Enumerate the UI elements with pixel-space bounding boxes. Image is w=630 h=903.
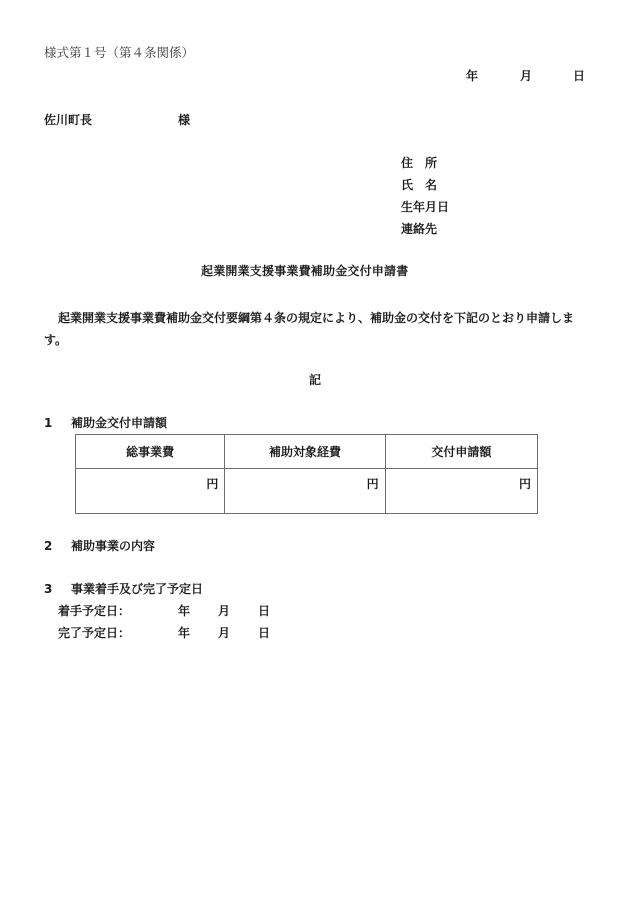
field-address: 住 所	[401, 156, 438, 170]
start-date-label: 着手予定日：	[58, 604, 131, 618]
yen-unit: 円	[518, 477, 531, 491]
date-year-label: 年	[466, 69, 479, 83]
ki-marker: 記	[309, 373, 322, 387]
header-requested-amount: 交付申請額	[385, 435, 537, 469]
cell-requested-amount[interactable]	[385, 469, 537, 514]
amount-table	[75, 434, 538, 514]
completion-month-label: 月	[218, 626, 231, 640]
document-title: 起業開業支援事業費補助金交付申請書	[201, 264, 409, 278]
header-total-cost: 総事業費	[76, 435, 225, 469]
yen-unit: 円	[206, 477, 219, 491]
table-header-row	[76, 435, 538, 469]
body-paragraph	[44, 307, 594, 351]
completion-date-label: 完了予定日：	[58, 626, 131, 640]
section-2-heading	[44, 540, 155, 552]
completion-year-label: 年	[178, 626, 191, 640]
start-year-label: 年	[178, 604, 191, 618]
section-1-heading	[44, 417, 167, 429]
section-3-heading	[44, 583, 203, 595]
date-day-label: 日	[573, 69, 586, 83]
addressee-honorific: 様	[178, 113, 191, 127]
cell-total-cost[interactable]	[76, 469, 225, 514]
addressee-name: 佐川町長	[44, 113, 93, 127]
header-eligible-cost: 補助対象経費	[225, 435, 385, 469]
form-number: 様式第１号（第４条関係）	[44, 45, 195, 60]
section-title: 補助金交付申請額	[71, 416, 168, 430]
completion-date-row	[58, 626, 271, 640]
date-month-label: 月	[520, 69, 533, 83]
field-contact: 連絡先	[401, 222, 438, 236]
table-row	[76, 469, 538, 514]
section-number: 1	[44, 416, 53, 430]
section-title: 事業着手及び完了予定日	[71, 582, 204, 596]
section-number: 3	[44, 582, 53, 596]
start-day-label: 日	[258, 604, 271, 618]
completion-day-label: 日	[258, 626, 271, 640]
cell-eligible-cost[interactable]	[225, 469, 385, 514]
field-birthdate: 生年月日	[401, 200, 450, 214]
field-name: 氏 名	[401, 178, 438, 192]
body-text: 起業開業支援事業費補助金交付要綱第４条の規定により、補助金の交付を下記のとおり申請します。	[44, 311, 575, 347]
section-title: 補助事業の内容	[71, 539, 156, 553]
section-number: 2	[44, 539, 53, 553]
start-month-label: 月	[218, 604, 231, 618]
yen-unit: 円	[366, 477, 379, 491]
start-date-row	[58, 604, 271, 618]
